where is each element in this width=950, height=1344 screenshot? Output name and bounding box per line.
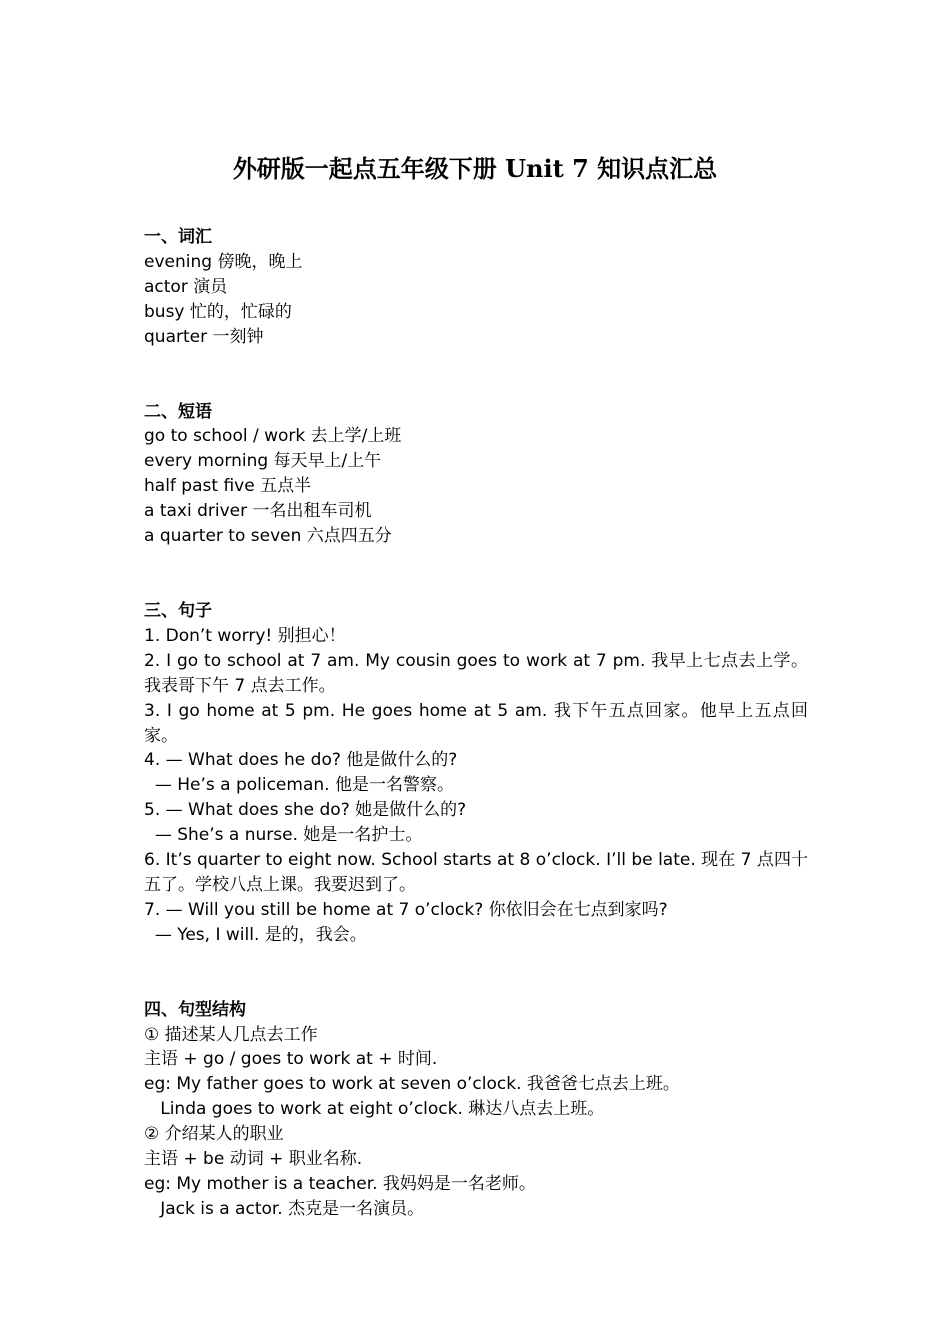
document-title: 外研版一起点五年级下册 Unit 7 知识点汇总 <box>232 154 718 183</box>
phrase-item: every morning 每天早上/上午 <box>144 451 382 472</box>
sentence-item: 4. — What does he do? 他是做什么的? <box>144 750 458 771</box>
section-heading: 二、短语 <box>144 401 212 422</box>
phrase-item: a taxi driver 一名出租车司机 <box>144 501 372 522</box>
section-structures <box>144 998 808 1222</box>
structure-item: ① 描述某人几点去工作 <box>144 1024 318 1045</box>
phrase-item: go to school / work 去上学/上班 <box>144 426 402 447</box>
section-heading: 三、句子 <box>144 600 212 621</box>
sentence-item: 1. Don’t worry! 别担心！ <box>144 625 346 646</box>
structure-item: Linda goes to work at eight o’clock. 琳达八点去上班。 <box>144 1099 605 1120</box>
document-body <box>144 225 808 1222</box>
section-vocabulary <box>144 225 808 350</box>
structure-item: Jack is a actor. 杰克是一名演员。 <box>144 1198 425 1219</box>
vocab-item: quarter 一刻钟 <box>144 326 264 347</box>
sentence-item: 7. — Will you still be home at 7 o’clock? 你依旧会在七点到家吗? <box>144 899 668 920</box>
structure-item: eg: My mother is a teacher. 我妈妈是一名老师。 <box>144 1174 536 1194</box>
structure-item: 主语 + go / goes to work at + 时间. <box>144 1049 438 1070</box>
sentence-item: — Yes, I will. 是的，我会。 <box>144 924 367 945</box>
sentence-item: — He’s a policeman. 他是一名警察。 <box>144 775 454 796</box>
structure-item: 主语 + be 动词 + 职业名称. <box>144 1149 363 1170</box>
sentence-item: 5. — What does she do? 她是做什么的? <box>144 800 467 821</box>
sentence-item: 3. I go home at 5 pm. He goes home at 5 am. 我下午五点回家。他早上五点回家。 <box>144 700 808 746</box>
sentence-item: 2. I go to school at 7 am. My cousin goes to work at 7 pm. 我早上七点去上学。我表哥下午 7 点去工作。 <box>144 650 808 696</box>
section-heading: 一、词汇 <box>144 227 212 247</box>
phrase-item: half past five 五点半 <box>144 476 312 497</box>
section-heading: 四、句型结构 <box>144 999 246 1020</box>
sentence-item: 6. It’s quarter to eight now. School starts at 8 o’clock. I’ll be late. 现在 7 点四十五了。学校八点上课。我要迟到了。 <box>144 850 808 895</box>
structure-item: eg: My father goes to work at seven o’clock. 我爸爸七点去上班。 <box>144 1074 680 1095</box>
vocab-item: busy 忙的，忙碌的 <box>144 301 292 322</box>
structure-item: ② 介绍某人的职业 <box>144 1124 284 1145</box>
sentence-item: — She’s a nurse. 她是一名护士。 <box>144 825 423 846</box>
vocab-item: actor 演员 <box>144 276 228 297</box>
section-sentences <box>144 599 808 948</box>
phrase-item: a quarter to seven 六点四五分 <box>144 526 392 547</box>
vocab-item: evening 傍晚，晚上 <box>144 251 303 272</box>
section-phrases <box>144 400 808 549</box>
